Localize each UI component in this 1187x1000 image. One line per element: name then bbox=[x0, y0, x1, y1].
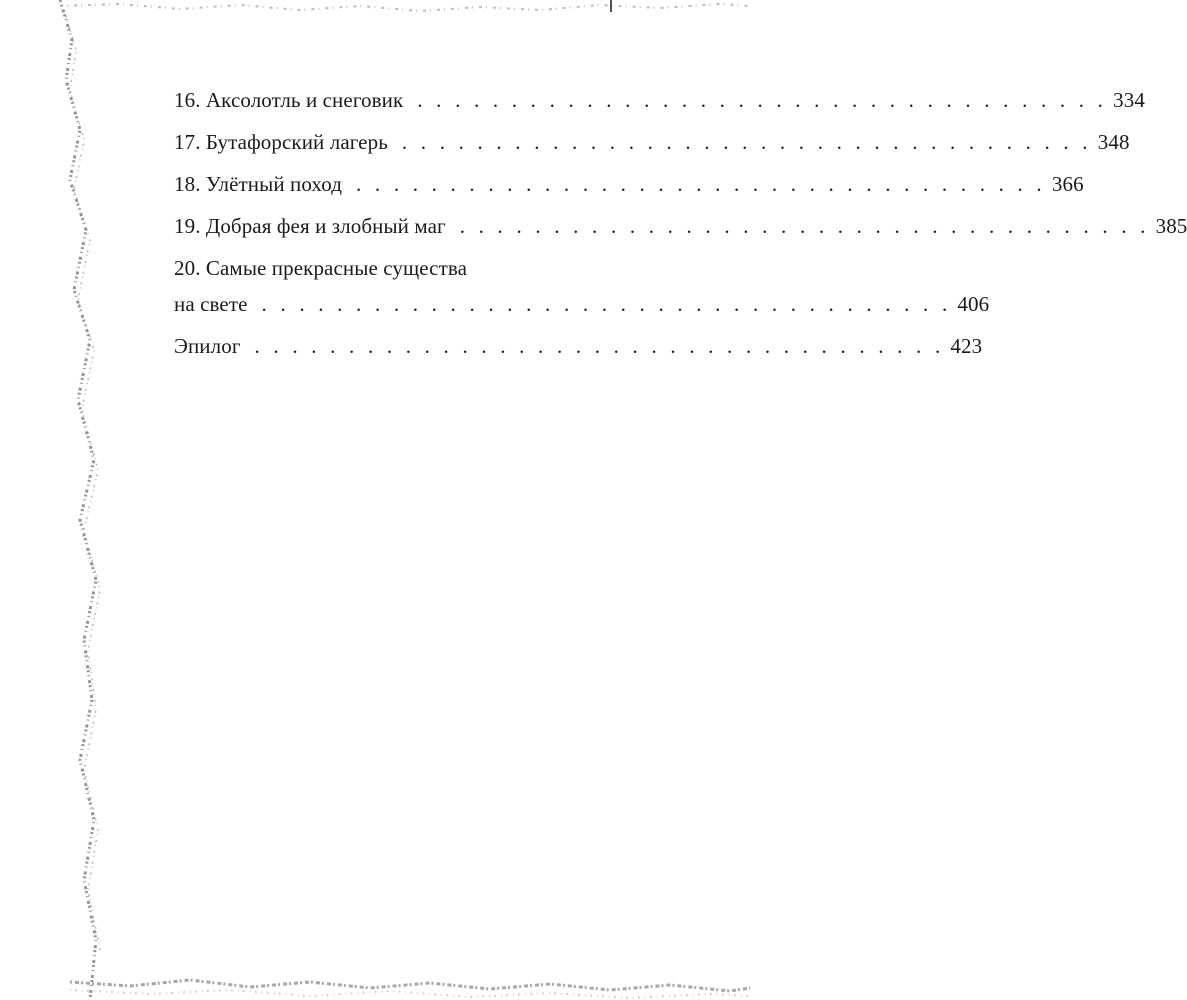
toc-page-number: 406 bbox=[957, 292, 990, 316]
toc-entry-19[interactable] bbox=[174, 210, 1187, 252]
toc-page-number: 334 bbox=[1113, 88, 1145, 112]
toc-entry-17[interactable] bbox=[174, 126, 1130, 168]
toc-entry-epilogue[interactable] bbox=[174, 330, 983, 372]
page-corner-mark bbox=[610, 0, 612, 12]
toc-entry-title-line1: 20. Самые прекрасные существа bbox=[174, 256, 468, 280]
toc-leader-dots: . . . . . . . . . . . . . . . . . . . . . . . . . . . . . . . . . . . . . bbox=[417, 88, 1108, 112]
toc-entry-title-line2: на свете bbox=[174, 292, 248, 316]
toc-entry-18[interactable] bbox=[174, 168, 1084, 210]
toc-page-number: 348 bbox=[1097, 130, 1130, 154]
torn-left-edge bbox=[0, 0, 110, 1000]
toc-entry-title: 17. Бутафорский лагерь bbox=[174, 130, 388, 154]
toc-entry-title: 16. Аксолотль и снеговик bbox=[174, 88, 404, 112]
toc-entry-title: 18. Улётный поход bbox=[174, 172, 343, 196]
toc-leader-dots: . . . . . . . . . . . . . . . . . . . . . . . . . . . . . . . . . . . . . bbox=[261, 292, 952, 316]
torn-bottom-edge bbox=[0, 960, 750, 1000]
table-of-contents bbox=[174, 84, 1187, 372]
toc-page-number: 423 bbox=[950, 334, 983, 358]
toc-entry-20[interactable] bbox=[174, 252, 990, 330]
toc-page-number: 366 bbox=[1051, 172, 1084, 196]
toc-leader-dots: . . . . . . . . . . . . . . . . . . . . . . . . . . . . . . . . . . . . . bbox=[401, 130, 1092, 154]
toc-leader-dots: . . . . . . . . . . . . . . . . . . . . . . . . . . . . . . . . . . . . . bbox=[254, 334, 945, 358]
toc-page-number: 385 bbox=[1155, 214, 1187, 238]
torn-top-edge bbox=[0, 0, 750, 40]
toc-leader-dots: . . . . . . . . . . . . . . . . . . . . . . . . . . . . . . . . . . . . . bbox=[356, 172, 1046, 196]
toc-entry-title: 19. Добрая фея и злобный маг bbox=[174, 214, 446, 238]
toc-leader-dots: . . . . . . . . . . . . . . . . . . . . . . . . . . . . . . . . . . . . . bbox=[459, 214, 1150, 238]
toc-entry-title: Эпилог bbox=[174, 334, 241, 358]
toc-entry-16[interactable] bbox=[174, 84, 1145, 126]
